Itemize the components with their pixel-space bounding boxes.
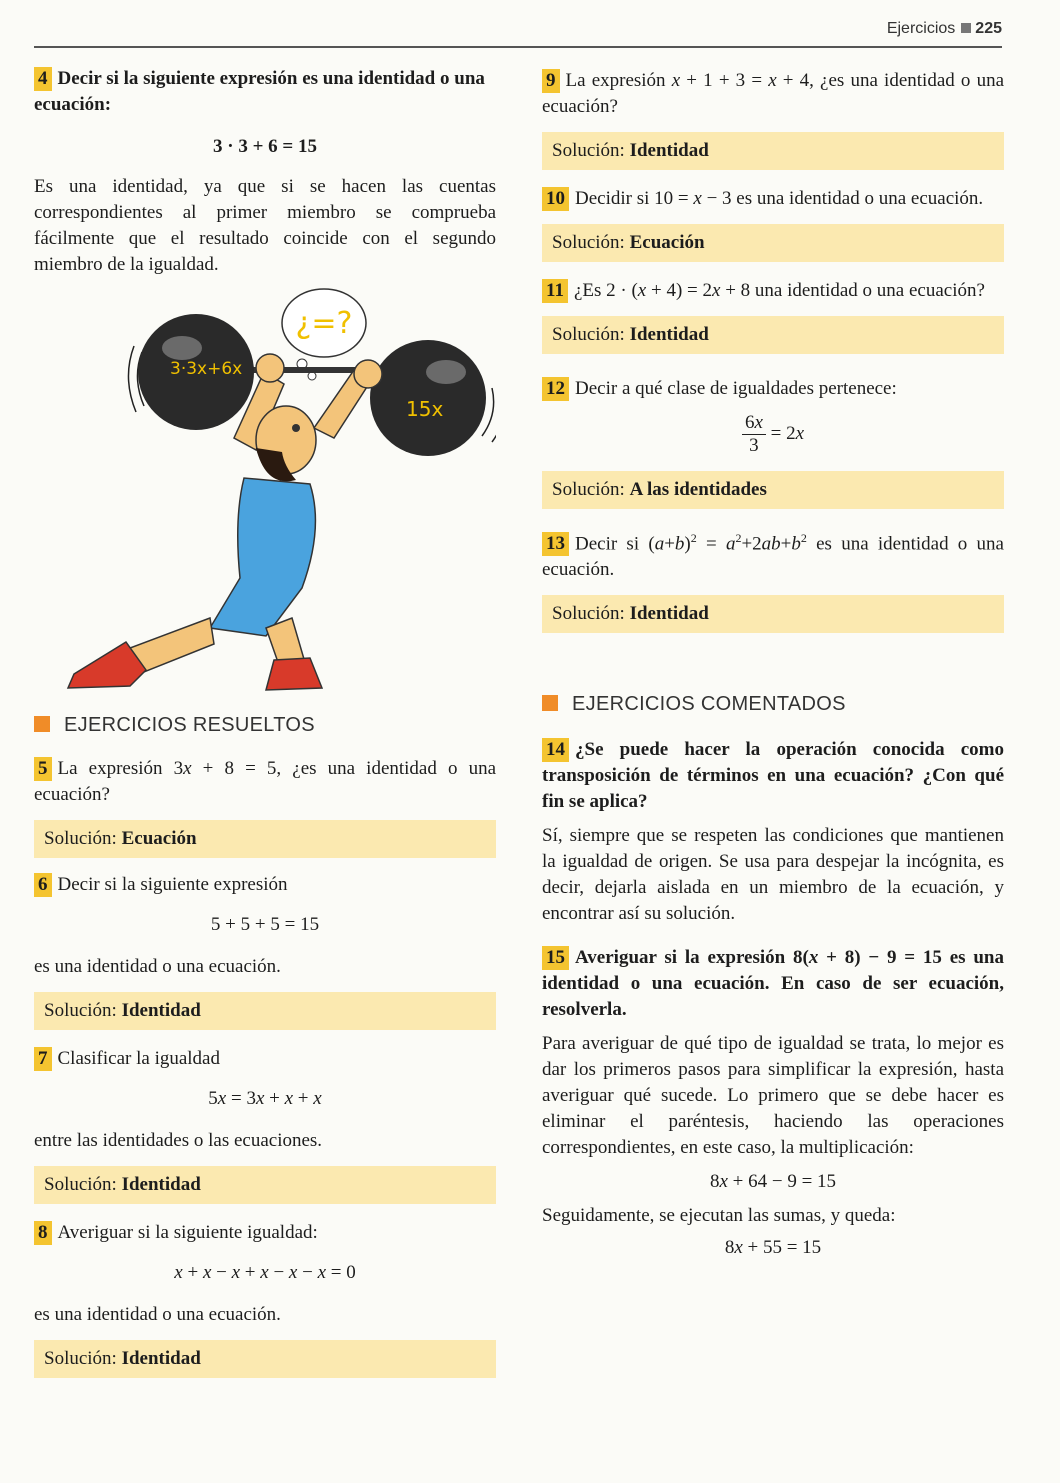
exercise-15-question: 15 Averiguar si la expresión 8(x + 8) − 9 = 15 es una identidad o una ecuación. En caso de ser ecuación, resolverla. <box>542 947 1004 1021</box>
section-name: Ejercicios <box>886 20 956 37</box>
exercise-15-between: Seguidamente, se ejecutan las sumas, y queda: <box>542 1205 896 1227</box>
exercise-5-question: 5 La expresión 3x + 8 = 5, ¿es una identidad o una ecuación? <box>34 758 497 805</box>
exercise-6-solution: Solución: Identidad <box>34 992 496 1030</box>
exercise-4-equation: 3 · 3 + 6 = 15 <box>213 136 317 157</box>
exercise-number: 15 <box>542 946 569 970</box>
exercise-8-question: 8 Averiguar si la siguiente igualdad: <box>34 1220 496 1246</box>
exercise-15-step1: 8x + 64 − 9 = 15 <box>709 1171 837 1193</box>
exercise-7-solution: Solución: Identidad <box>34 1166 496 1204</box>
orange-square-icon <box>542 695 558 711</box>
exercise-number: 13 <box>542 532 569 556</box>
right-column <box>542 60 1004 1261</box>
thought-text: ¿=? <box>295 306 353 341</box>
exercise-number: 8 <box>34 1221 52 1245</box>
exercise-9-solution: Solución: Identidad <box>542 132 1004 170</box>
illustration <box>34 288 496 702</box>
exercise-6-question: 6 Decir si la siguiente expresión <box>34 872 496 898</box>
exercise-number: 14 <box>542 738 569 762</box>
exercise-number: 12 <box>542 377 569 401</box>
exercise-8-equation: x + x − x + x − x − x = 0 <box>174 1262 356 1283</box>
square-bullet-icon <box>961 23 971 33</box>
exercise-11-question: 11 ¿Es 2 · (x + 4) = 2x + 8 una identidad o una ecuación? <box>542 278 1004 304</box>
weightlifter-illustration <box>34 288 496 702</box>
exercise-number: 11 <box>542 279 568 303</box>
exercise-5-solution: Solución: Ecuación <box>34 820 496 858</box>
exercise-10-question: 10 Decidir si 10 = x − 3 es una identidad o una ecuación. <box>542 186 1004 212</box>
exercise-number: 10 <box>542 187 569 211</box>
exercise-7-equation: 5x = 3x + x + x <box>208 1088 322 1109</box>
exercise-9-question: 9 La expresión x + 1 + 3 = x + 4, ¿es una identidad o una ecuación? <box>542 70 1004 117</box>
exercise-15-answer: Para averiguar de qué tipo de igualdad se trata, lo mejor es dar los primeros pasos para simplificar la expresión, hasta averiguar qué sucede. Lo primero que se debe hacer es eliminar el paréntesis, haciendo las operaciones correspondientes, en este caso, la multiplicación: <box>542 1033 1004 1159</box>
exercise-12-solution: Solución: A las identidades <box>542 471 1004 509</box>
exercise-number: 7 <box>34 1047 52 1071</box>
exercise-4-answer: Es una identidad, ya que si se hacen las cuentas correspondientes al primer miembro se comprueba fácilmente que el resultado coincide con el segundo miembro de la igualdad. <box>34 176 496 275</box>
exercise-6-equation: 5 + 5 + 5 = 15 <box>210 914 320 935</box>
section-heading-comentados: EJERCICIOS COMENTADOS <box>542 691 1004 717</box>
exercise-number: 4 <box>34 67 52 91</box>
left-column <box>34 60 496 1378</box>
exercise-number: 9 <box>542 69 560 93</box>
exercise-number: 5 <box>34 757 52 781</box>
exercise-12-equation: $\frac{6x}{3}$ = 2x <box>542 412 1004 457</box>
exercise-6-after: es una identidad o una ecuación. <box>34 956 281 977</box>
exercise-8-solution: Solución: Identidad <box>34 1340 496 1378</box>
running-head <box>887 20 1002 38</box>
exercise-4-question: 4 Decir si la siguiente expresión es una identidad o una ecuación: <box>34 68 485 115</box>
section-heading-resueltos: EJERCICIOS RESUELTOS <box>34 712 496 738</box>
exercise-13-solution: Solución: Identidad <box>542 595 1004 633</box>
exercise-number: 6 <box>34 873 52 897</box>
right-weight-label: 15x <box>406 397 444 421</box>
page-header <box>34 16 1002 48</box>
exercise-15-step2: 8x + 55 = 15 <box>724 1237 822 1259</box>
exercise-8-after: es una identidad o una ecuación. <box>34 1304 281 1325</box>
left-weight-label: 3·3x+6x <box>170 359 243 379</box>
exercise-13-question: 13 Decir si $(a+b)^2 = a^2+2ab+b^2$ es una identidad o una ecuación. <box>542 531 1004 581</box>
exercise-7-question: 7 Clasificar la igualdad <box>34 1046 496 1072</box>
exercise-10-solution: Solución: Ecuación <box>542 224 1004 262</box>
page-number: 225 <box>975 20 1002 37</box>
exercise-14-question: 14 ¿Se puede hacer la operación conocida como transposición de términos en una ecuación? ¿Con qué fin se aplica? <box>542 739 1004 813</box>
exercise-7-after: entre las identidades o las ecuaciones. <box>34 1130 323 1151</box>
exercise-14-answer: Sí, siempre que se respeten las condiciones que mantienen la igualdad de origen. Se usa para despejar la incógnita, es decir, dejarla aislada en un miembro de la ecuación, y encontrar así su solución. <box>542 825 1004 925</box>
orange-square-icon <box>34 716 50 732</box>
exercise-11-solution: Solución: Identidad <box>542 316 1004 354</box>
exercise-12-question: 12 Decir a qué clase de igualdades pertenece: <box>542 376 1004 402</box>
